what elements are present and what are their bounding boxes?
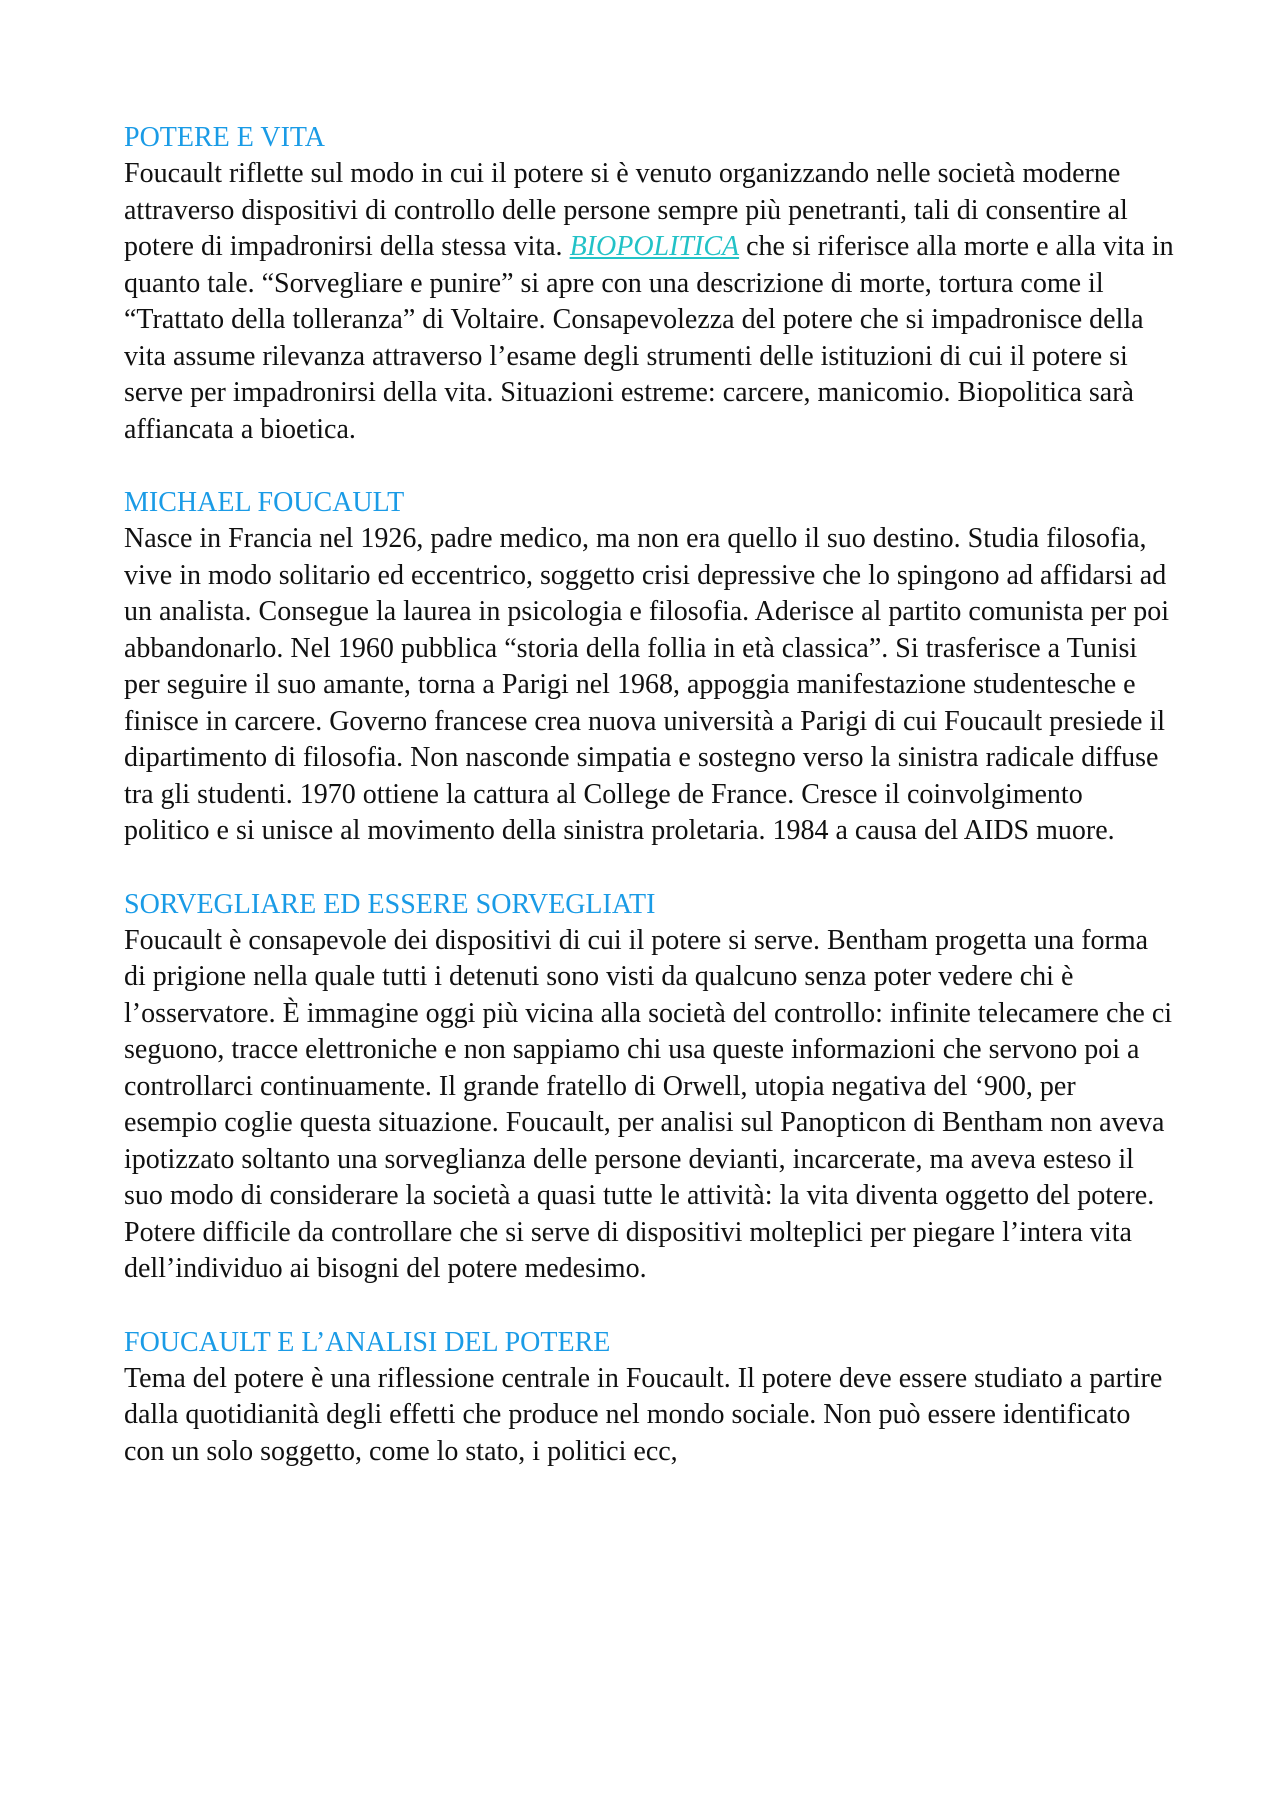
section-analisi-del-potere (124, 1325, 1174, 1471)
document-page (124, 120, 1174, 1507)
section-sorvegliare (124, 887, 1174, 1288)
paragraph-text: che si riferisce alla morte e alla vita in quanto tale. “Sorvegliare e punire” si apre con una descrizione di morte, tortura come il “Trattato della tolleranza” di Voltaire. Consapevolezza del potere che si impadronisce della vita assume rilevanza attraverso l’esame degli strumenti delle istituzioni di cui il potere si serve per impadronirsi della vita. Situazioni estreme: carcere, manicomio. Biopolitica sarà affiancata a bioetica. (124, 231, 1174, 445)
section-potere-e-vita (124, 120, 1174, 448)
section-heading: FOUCAULT E L’ANALISI DEL POTERE (124, 1326, 611, 1358)
section-paragraph (124, 156, 1174, 448)
biopolitica-link[interactable]: BIOPOLITICA (569, 231, 740, 262)
section-paragraph: Foucault è consapevole dei dispositivi di cui il potere si serve. Bentham progetta una forma di prigione nella quale tutti i detenuti sono visti da qualcuno senza poter vedere chi è l’osservatore. È immagine oggi più vicina alla società del controllo: infinite telecamere che ci seguono, tracce elettroniche e non sappiamo chi usa queste informazioni che servono poi a controllarci continuamente. Il grande fratello di Orwell, utopia negativa del ‘900, per esempio coglie questa situazione. Foucault, per analisi sul Panopticon di Bentham non aveva ipotizzato soltanto una sorveglianza delle persone devianti, incarcerate, ma aveva esteso il suo modo di considerare la società a quasi tutte le attività: la vita diventa oggetto del potere. Potere difficile da controllare che si serve di dispositivi molteplici per piegare l’intera vita dell’individuo ai bisogni del potere medesimo. (124, 924, 1173, 1284)
paragraph-text: Foucault riflette sul modo in cui il potere si è venuto organizzando nelle società moderne attraverso dispositivi di controllo delle persone sempre più penetranti, tali di consentire al potere di impadronirsi della stessa vita. (124, 158, 1128, 262)
section-heading: SORVEGLIARE ED ESSERE SORVEGLIATI (124, 888, 656, 920)
section-heading: POTERE E VITA (124, 122, 326, 153)
section-paragraph: Tema del potere è una riflessione centrale in Foucault. Il potere deve essere studiato a partire dalla quotidianità degli effetti che produce nel mondo sociale. Non può essere identificato con un solo soggetto, come lo stato, i politici ecc, (124, 1362, 1163, 1467)
section-michael-foucault (124, 485, 1174, 850)
section-heading: MICHAEL FOUCAULT (124, 487, 405, 518)
section-paragraph: Nasce in Francia nel 1926, padre medico, ma non era quello il suo destino. Studia filosofia, vive in modo solitario ed eccentrico, soggetto crisi depressive che lo spingono ad affidarsi ad un analista. Consegue la laurea in psicologia e filosofia. Aderisce al partito comunista per poi abbandonarlo. Nel 1960 pubblica “storia della follia in età classica”. Si trasferisce a Tunisi per seguire il suo amante, torna a Parigi nel 1968, appoggia manifestazione studentesche e finisce in carcere. Governo francese crea nuova università a Parigi di cui Foucault presiede il dipartimento di filosofia. Non nasconde simpatia e sostegno verso la sinistra radicale diffuse tra gli studenti. 1970 ottiene la cattura al College de France. Cresce il coinvolgimento politico e si unisce al movimento della sinistra proletaria. 1984 a causa del AIDS muore. (124, 523, 1170, 846)
